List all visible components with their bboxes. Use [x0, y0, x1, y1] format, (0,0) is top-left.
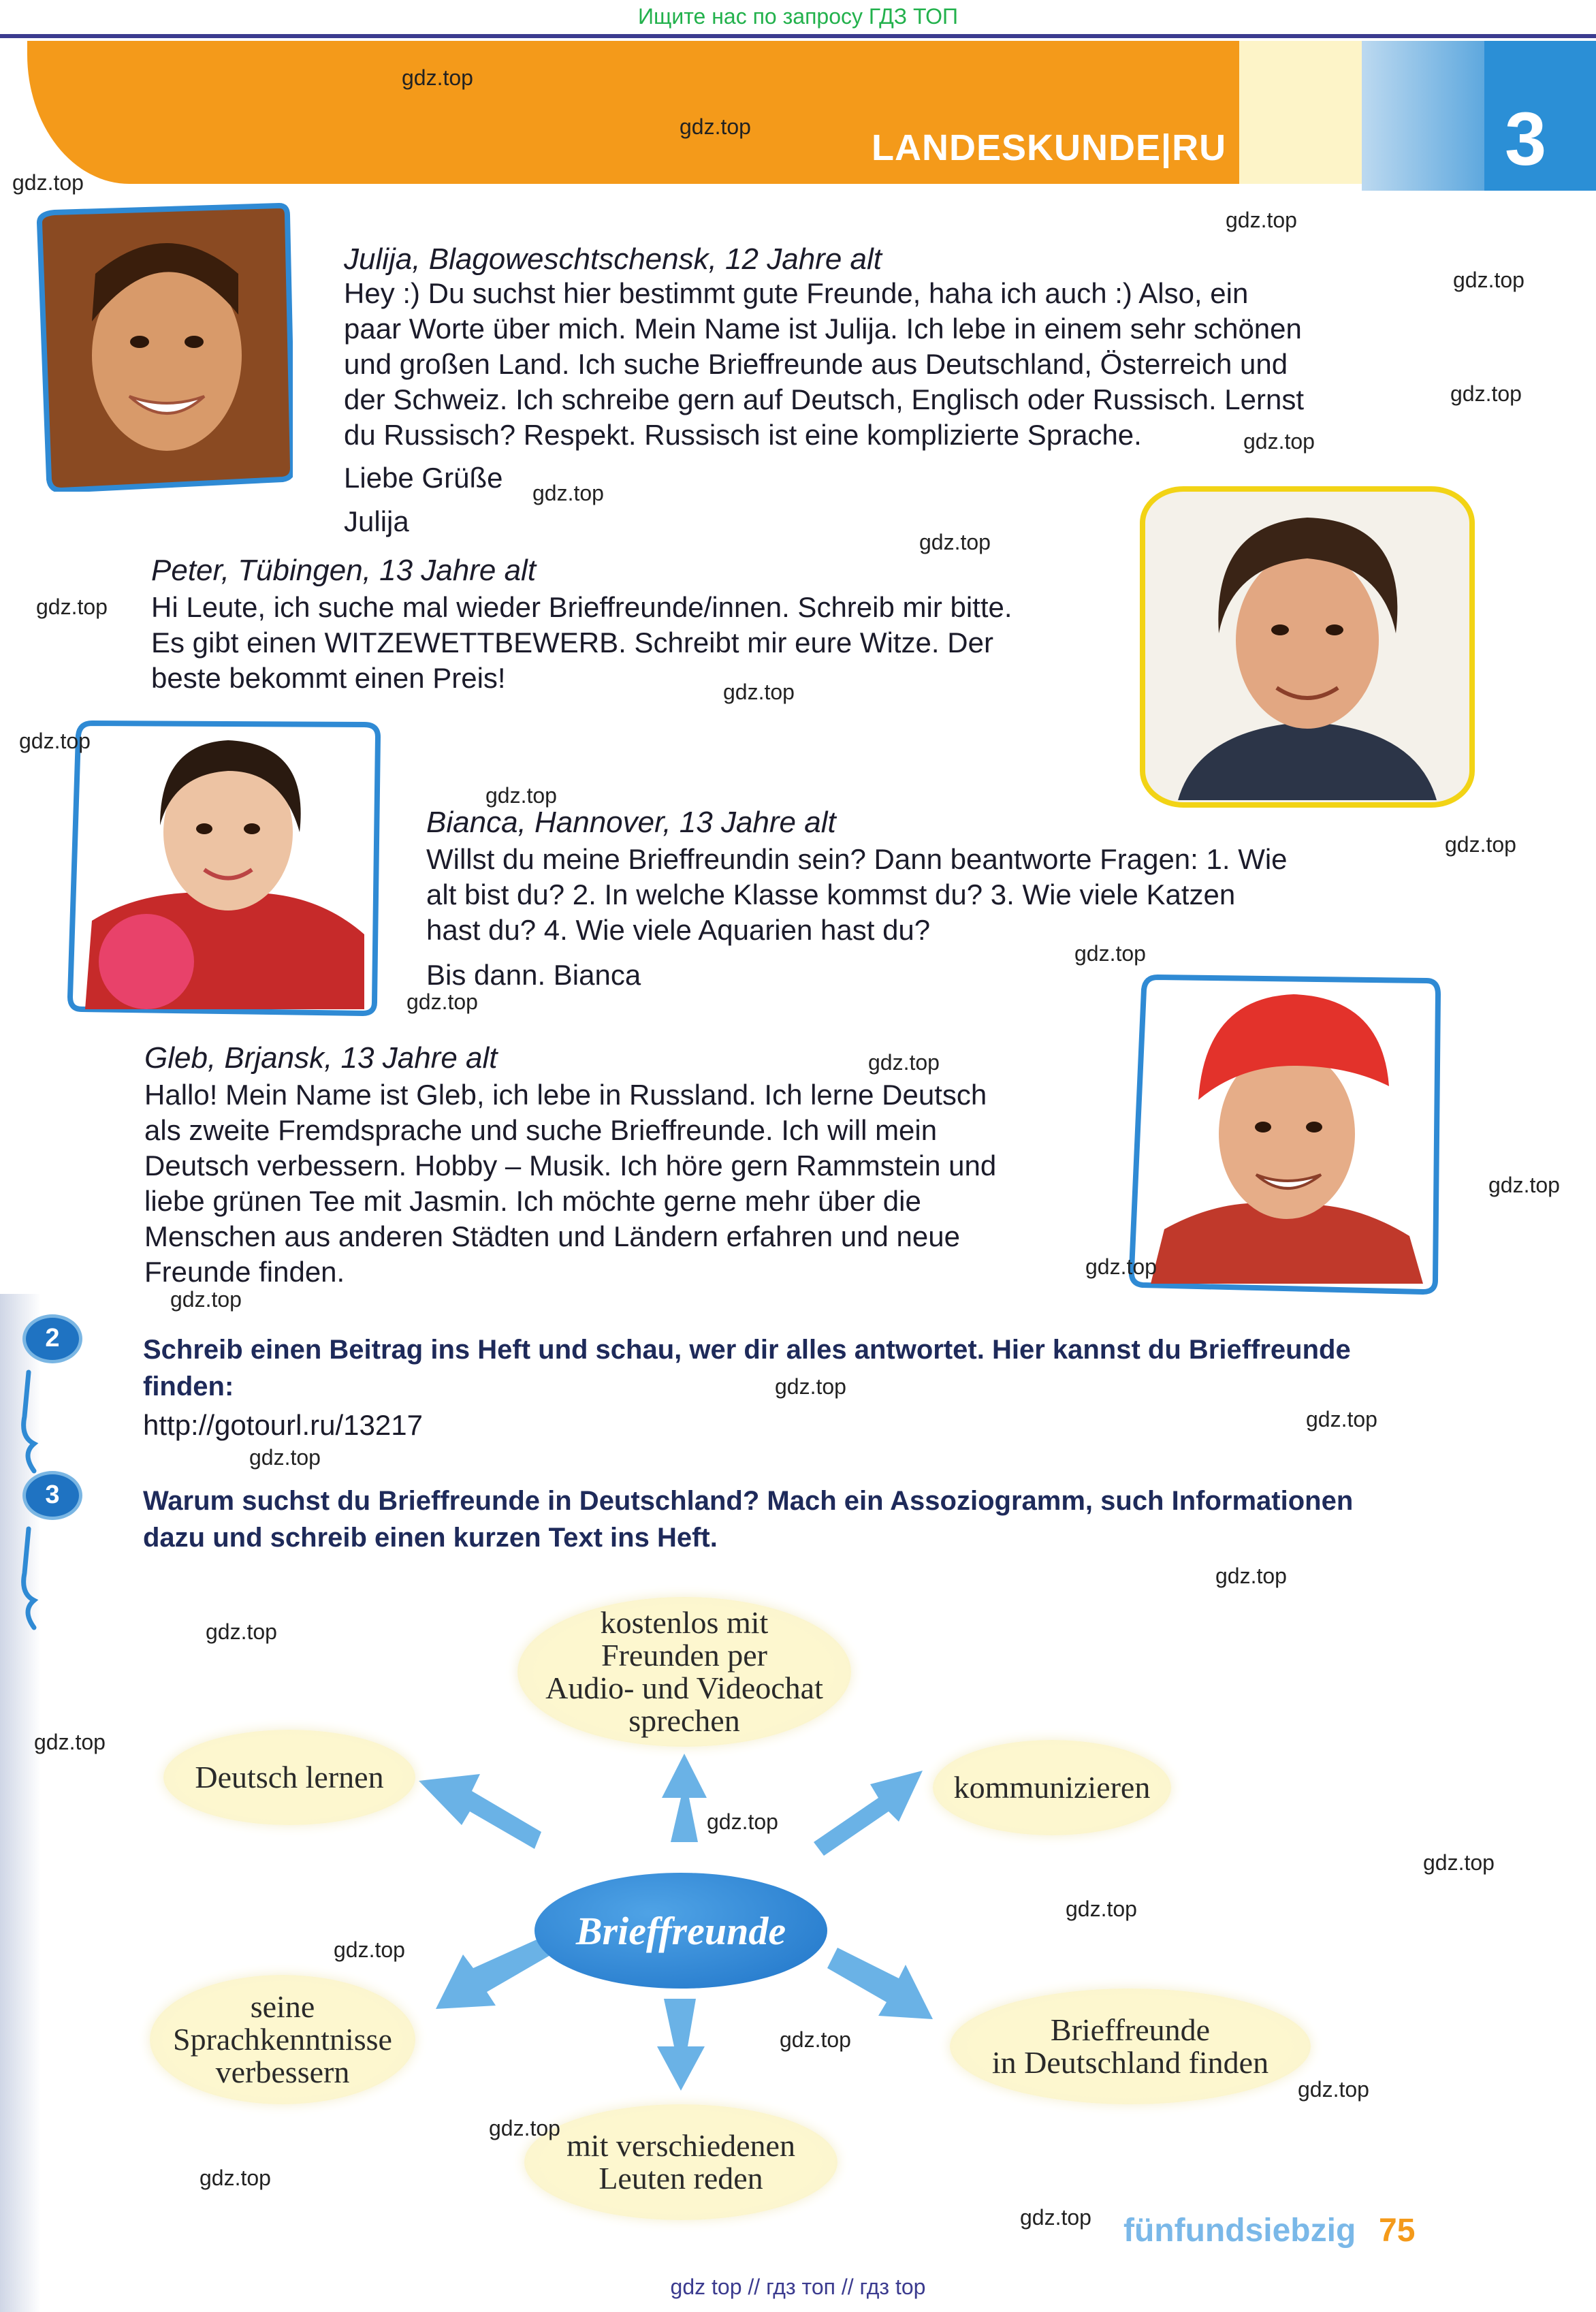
text-line: beste bekommt einen Preis! — [151, 662, 506, 694]
text-line: paar Worte über mich. Mein Name ist Julija. Ich lebe in einem sehr schönen — [344, 313, 1302, 345]
text-line: hast du? 4. Wie viele Aquarien hast du? — [426, 914, 931, 946]
watermark: gdz.top — [532, 481, 604, 505]
writing-pencil-icon — [15, 1369, 42, 1485]
watermark: gdz.top — [868, 1050, 940, 1075]
banner-stripe-lightblue — [1362, 41, 1484, 191]
text-line: als zweite Fremdsprache und suche Brieffreunde. Ich will mein — [144, 1114, 938, 1146]
node-line: Audio- und Videochat — [545, 1670, 823, 1705]
bottom-banner: gdz top // гдз топ // гдз top — [670, 2275, 926, 2299]
section-title: LANDESKUNDE|RU — [872, 127, 1227, 168]
watermark: gdz.top — [485, 783, 557, 808]
arrow-up — [662, 1754, 707, 1842]
mindmap-center: Brieffreunde — [534, 1873, 827, 1989]
watermark: gdz.top — [1215, 1564, 1287, 1588]
task-2-badge: 2 — [22, 1314, 82, 1363]
julija-signature: Julija — [344, 505, 409, 537]
watermark: gdz.top — [1226, 208, 1297, 232]
text-line: Willst du meine Brieffreundin sein? Dann beantworte Fragen: 1. Wie — [426, 843, 1288, 875]
watermark: gdz.top — [19, 729, 91, 753]
bianca-photo — [65, 716, 381, 1016]
gleb-header: Gleb, Brjansk, 13 Jahre alt — [144, 1041, 498, 1075]
text-line: Freunde finden. — [144, 1256, 345, 1288]
text-line: Menschen aus anderen Städten und Ländern erfahren und neue — [144, 1220, 960, 1252]
bianca-signature: Bis dann. Bianca — [426, 959, 641, 991]
text-line: liebe grünen Tee mit Jasmin. Ich möchte gerne mehr über die — [144, 1185, 921, 1217]
node-line: sprechen — [628, 1703, 740, 1738]
banner-stripe-cream — [1239, 41, 1369, 184]
node-line: mit verschiedenen — [566, 2128, 795, 2163]
watermark: gdz.top — [12, 170, 84, 195]
node-line: kostenlos mit — [600, 1605, 769, 1640]
task-2-link[interactable]: http://gotourl.ru/13217 — [143, 1409, 423, 1441]
watermark: gdz.top — [1020, 2205, 1091, 2230]
text-line: Es gibt einen WITZEWETTBEWERB. Schreibt mir eure Witze. Der — [151, 627, 993, 659]
node-line: Freunden per — [601, 1638, 767, 1673]
node-line: in Deutschland finden — [991, 2045, 1269, 2080]
arrow-down-left — [436, 1937, 552, 2009]
arrow-down-right — [827, 1948, 933, 2019]
task-2-text — [143, 1331, 1375, 1405]
watermark: gdz.top — [34, 1730, 106, 1754]
watermark: gdz.top — [780, 2027, 851, 2052]
text-line: Deutsch verbessern. Hobby – Musik. Ich höre gern Rammstein und — [144, 1150, 997, 1182]
peter-header: Peter, Tübingen, 13 Jahre alt — [151, 554, 537, 587]
gleb-photo — [1123, 970, 1443, 1297]
task-3-badge: 3 — [22, 1471, 82, 1520]
text-line: finden: — [143, 1372, 234, 1402]
watermark: gdz.top — [489, 2116, 560, 2140]
mindmap-node — [950, 1989, 1311, 2104]
watermark: gdz.top — [36, 595, 108, 619]
text-line: und großen Land. Ich suche Brieffreunde aus Deutschland, Österreich und — [344, 348, 1288, 380]
watermark: gdz.top — [206, 1619, 277, 1644]
text-line: alt bist du? 2. In welche Klasse kommst du? 3. Wie viele Katzen — [426, 878, 1236, 910]
node-line: Deutsch lernen — [195, 1760, 384, 1794]
node-line: kommunizieren — [953, 1770, 1151, 1805]
node-line: Brieffreunde — [1050, 2012, 1211, 2047]
arrow-up-left — [419, 1774, 541, 1849]
node-line: Sprachkenntnisse — [173, 2022, 392, 2057]
gleb-text — [144, 1077, 1081, 1290]
watermark: gdz.top — [1074, 941, 1146, 966]
watermark: gdz.top — [1423, 1850, 1495, 1875]
watermark: gdz.top — [1453, 268, 1525, 292]
mindmap-node — [524, 2104, 837, 2220]
bianca-header: Bianca, Hannover, 13 Jahre alt — [426, 806, 836, 839]
page-number: 75 — [1379, 2213, 1416, 2249]
writing-pencil-icon — [15, 1525, 42, 1641]
julija-header: Julija, Blagoweschtschensk, 12 Jahre alt — [344, 242, 882, 276]
text-line: der Schweiz. Ich schreibe gern auf Deutsch, Englisch oder Russisch. Lernst — [344, 383, 1305, 415]
text-line: Hallo! Mein Name ist Gleb, ich lebe in Russland. Ich lerne Deutsch — [144, 1079, 987, 1111]
peter-photo — [1137, 484, 1478, 810]
watermark: gdz.top — [723, 680, 795, 704]
watermark: gdz.top — [919, 530, 991, 554]
node-line: seine — [250, 1989, 315, 2024]
peter-text — [151, 590, 1087, 696]
node-line: verbessern — [215, 2055, 350, 2089]
arrow-up-right — [814, 1771, 923, 1856]
mindmap-node — [517, 1597, 851, 1747]
mindmap-node — [163, 1730, 415, 1825]
search-banner: Ищите нас по запросу ГДЗ ТОП — [638, 4, 958, 29]
task-3-text — [143, 1483, 1375, 1556]
watermark: gdz.top — [1306, 1407, 1377, 1431]
watermark: gdz.top — [775, 1374, 846, 1399]
watermark: gdz.top — [200, 2166, 271, 2190]
text-line: Schreib einen Beitrag ins Heft und schau, wer dir alles antwortet. Hier kannst du Brieffreunde — [143, 1335, 1351, 1365]
julija-text — [344, 276, 1379, 453]
text-line: Hi Leute, ich suche mal wieder Brieffreunde/innen. Schreib mir bitte. — [151, 591, 1012, 623]
watermark: gdz.top — [1085, 1254, 1157, 1279]
bianca-text — [426, 842, 1373, 948]
mindmap-node — [933, 1740, 1171, 1835]
text-line: Warum suchst du Brieffreunde in Deutschland? Mach ein Assoziogramm, such Informationen — [143, 1486, 1354, 1516]
watermark: gdz.top — [249, 1445, 321, 1470]
watermark: gdz.top — [680, 114, 751, 139]
watermark: gdz.top — [1243, 429, 1315, 454]
watermark: gdz.top — [334, 1937, 405, 1962]
watermark: gdz.top — [1488, 1173, 1560, 1197]
watermark: gdz.top — [707, 1809, 778, 1834]
arrow-down — [657, 1999, 705, 2091]
mindmap-node — [150, 1975, 415, 2104]
watermark: gdz.top — [1066, 1897, 1137, 1921]
watermark: gdz.top — [402, 65, 473, 90]
julija-photo — [34, 199, 293, 492]
watermark: gdz.top — [1450, 381, 1522, 406]
watermark: gdz.top — [406, 989, 478, 1014]
text-line: du Russisch? Respekt. Russisch ist eine komplizierte Sprache. — [344, 419, 1142, 451]
julija-greeting: Liebe Grüße — [344, 462, 503, 494]
text-line: dazu und schreib einen kurzen Text ins Heft. — [143, 1523, 718, 1553]
page-number-word: fünfundsiebzig — [1123, 2213, 1356, 2249]
node-line: Leuten reden — [598, 2161, 763, 2196]
watermark: gdz.top — [170, 1287, 242, 1312]
watermark: gdz.top — [1298, 2077, 1369, 2102]
text-line: Hey :) Du suchst hier bestimmt gute Freunde, haha ich auch :) Also, ein — [344, 277, 1249, 309]
top-divider — [0, 34, 1596, 38]
watermark: gdz.top — [1445, 832, 1516, 857]
chapter-number: 3 — [1505, 97, 1547, 181]
